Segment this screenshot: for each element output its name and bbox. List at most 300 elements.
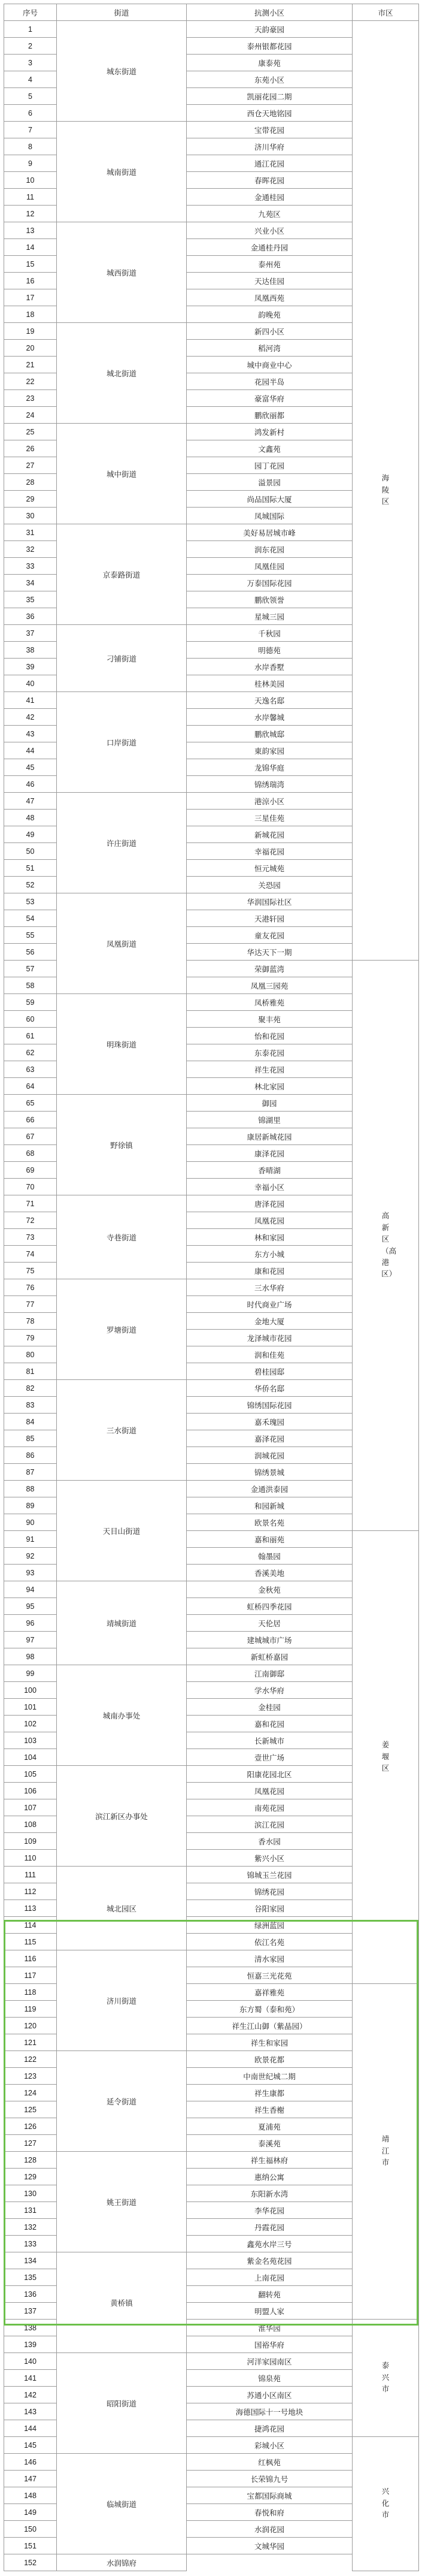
row-number: 24: [4, 407, 57, 424]
estate-name: 欧景花都: [187, 2051, 353, 2068]
estate-name: 惠纳公寓: [187, 2169, 353, 2185]
row-number: 43: [4, 726, 57, 742]
row-number: 10: [4, 172, 57, 189]
street-name: 凤凰街道: [57, 893, 187, 994]
row-number: 108: [4, 1816, 57, 1833]
estate-name: 三星佳苑: [187, 810, 353, 826]
row-number: 112: [4, 1883, 57, 1900]
row-number: 90: [4, 1514, 57, 1531]
estate-name: 紫兴小区: [187, 1850, 353, 1867]
street-name: 城南街道: [57, 122, 187, 222]
row-number: 129: [4, 2169, 57, 2185]
row-number: 9: [4, 155, 57, 172]
estate-name: 桂林美园: [187, 675, 353, 692]
estate-name: 天伦居: [187, 1615, 353, 1632]
estate-list-sheet: [4, 4, 418, 2571]
estate-name: 水润锦府: [57, 2554, 187, 2571]
estate-name: 稻河湾: [187, 340, 353, 357]
estate-name: 紫金名苑花园: [187, 2252, 353, 2269]
estate-name: 壹世广场: [187, 1749, 353, 1766]
district-label: 高新区（高港区）: [381, 1212, 397, 1279]
row-number: 118: [4, 1984, 57, 2001]
row-number: 114: [4, 1917, 57, 1934]
estate-name: 千秋园: [187, 625, 353, 642]
row-number: 3: [4, 55, 57, 71]
row-number: 51: [4, 860, 57, 877]
estate-name: 韵晚苑: [187, 306, 353, 323]
row-number: 117: [4, 1967, 57, 1984]
row-number: 89: [4, 1497, 57, 1514]
street-name: 城南办事处: [57, 1665, 187, 1766]
row-number: 80: [4, 1346, 57, 1363]
estate-name: 金秋苑: [187, 1581, 353, 1598]
row-number: 131: [4, 2202, 57, 2219]
estate-name: 東韵家园: [187, 742, 353, 759]
row-number: 78: [4, 1313, 57, 1330]
row-number: 32: [4, 541, 57, 558]
estate-name: 润和佳苑: [187, 1346, 353, 1363]
street-name: 临城街道: [57, 2454, 187, 2554]
row-number: 54: [4, 910, 57, 927]
estate-name: 虹桥四季花园: [187, 1598, 353, 1615]
estate-name: 国裕华府: [187, 2336, 353, 2353]
row-number: 83: [4, 1397, 57, 1414]
estate-name: 通江花园: [187, 155, 353, 172]
street-name: 姚王街道: [57, 2152, 187, 2252]
row-number: 142: [4, 2387, 57, 2403]
estate-name: 金桂园: [187, 1699, 353, 1716]
header-district: 市区: [353, 4, 419, 21]
estate-name: 林北家园: [187, 1078, 353, 1095]
row-number: 5: [4, 88, 57, 105]
row-number: 113: [4, 1900, 57, 1917]
row-number: 86: [4, 1447, 57, 1464]
estate-name: 金通桂园: [187, 189, 353, 206]
estate-name: 锦泉苑: [187, 2370, 353, 2387]
row-number: 68: [4, 1145, 57, 1162]
row-number: 23: [4, 390, 57, 407]
estate-name: 济川华府: [187, 138, 353, 155]
estate-name: 水岸馨城: [187, 709, 353, 726]
row-number: 94: [4, 1581, 57, 1598]
row-number: 63: [4, 1061, 57, 1078]
district-name: [353, 21, 419, 961]
estate-name: 水岸香墅: [187, 659, 353, 675]
row-number: 74: [4, 1246, 57, 1263]
row-number: 55: [4, 927, 57, 944]
estate-name: 水润花园: [187, 2521, 353, 2538]
estate-name: 凤凰佳园: [187, 558, 353, 575]
estate-name: 润城花园: [187, 1447, 353, 1464]
estate-name: 锦绣瑞湾: [187, 776, 353, 793]
row-number: 140: [4, 2353, 57, 2370]
estate-name: 海德国际十一号地块: [187, 2403, 353, 2420]
estate-name: 天韵豪园: [187, 21, 353, 38]
row-number: 46: [4, 776, 57, 793]
estate-name: 滨江花园: [187, 1816, 353, 1833]
row-number: 111: [4, 1867, 57, 1883]
row-number: 128: [4, 2152, 57, 2169]
row-number: 36: [4, 608, 57, 625]
estate-name: 学水华府: [187, 1682, 353, 1699]
estate-name: 嘉祥雅苑: [187, 1984, 353, 2001]
row-number: 151: [4, 2538, 57, 2554]
estate-name: 港涼小区: [187, 793, 353, 810]
row-number: 76: [4, 1279, 57, 1296]
row-number: 16: [4, 273, 57, 289]
street-name: 三水街道: [57, 1380, 187, 1481]
estate-name: 香溪美地: [187, 1565, 353, 1581]
row-number: 44: [4, 742, 57, 759]
estate-name: 凯丽花园二期: [187, 88, 353, 105]
estate-name: 龙锦华庭: [187, 759, 353, 776]
estate-name: 春悦和府: [187, 2504, 353, 2521]
estate-name: 金通桂丹园: [187, 239, 353, 256]
row-number: 103: [4, 1732, 57, 1749]
district-label: 姜堰区: [381, 1741, 390, 1773]
row-number: 29: [4, 491, 57, 508]
estate-name: 金地大厦: [187, 1313, 353, 1330]
estate-name: 宝带花园: [187, 122, 353, 138]
estate-name: 林和家园: [187, 1229, 353, 1246]
estate-name: 鹏欣城邸: [187, 726, 353, 742]
row-number: 17: [4, 289, 57, 306]
estate-name: 华润国际社区: [187, 893, 353, 910]
estate-name: 泰州苑: [187, 256, 353, 273]
row-number: 49: [4, 826, 57, 843]
row-number: 145: [4, 2437, 57, 2454]
estate-name: 祥生福林府: [187, 2152, 353, 2169]
estate-name: 凤城国际: [187, 508, 353, 524]
street-name: 明珠街道: [57, 994, 187, 1095]
district-name: [353, 1531, 419, 1984]
row-number: 2: [4, 38, 57, 55]
row-number: 64: [4, 1078, 57, 1095]
row-number: 34: [4, 575, 57, 591]
estate-name: 新四小区: [187, 323, 353, 340]
row-number: 146: [4, 2454, 57, 2471]
row-number: 70: [4, 1179, 57, 1195]
estate-name: 东阳新水湾: [187, 2185, 353, 2202]
estate-name: 彩城小区: [187, 2437, 353, 2454]
row-number: 133: [4, 2236, 57, 2252]
estate-name: 星城三园: [187, 608, 353, 625]
estate-name: 江南御邸: [187, 1665, 353, 1682]
row-number: 97: [4, 1632, 57, 1648]
estate-name: 城中商业中心: [187, 357, 353, 373]
row-number: 56: [4, 944, 57, 961]
row-number: 12: [4, 206, 57, 222]
row-number: 69: [4, 1162, 57, 1179]
row-number: 6: [4, 105, 57, 122]
estate-name: 祥生江山御（紫晶园）: [187, 2018, 353, 2034]
district-label: 兴化市: [381, 2487, 390, 2520]
row-number: 50: [4, 843, 57, 860]
estate-name: 唐泽花园: [187, 1195, 353, 1212]
estate-name: 祥生和家园: [187, 2034, 353, 2051]
row-number: 48: [4, 810, 57, 826]
row-number: 21: [4, 357, 57, 373]
street-name: 济川街道: [57, 1950, 187, 2051]
row-number: 124: [4, 2085, 57, 2101]
row-number: 137: [4, 2303, 57, 2320]
estate-name: 祥生康都: [187, 2085, 353, 2101]
district-name: [353, 961, 419, 1531]
row-number: 28: [4, 474, 57, 491]
estate-name: 明盟人家: [187, 2303, 353, 2320]
estate-name: 万泰国际花园: [187, 575, 353, 591]
row-number: 148: [4, 2487, 57, 2504]
estate-name: 清水家园: [187, 1950, 353, 1967]
row-number: 119: [4, 2001, 57, 2018]
row-number: 27: [4, 457, 57, 474]
row-number: 121: [4, 2034, 57, 2051]
row-number: 52: [4, 877, 57, 893]
row-number: 116: [4, 1950, 57, 1967]
row-number: 73: [4, 1229, 57, 1246]
estate-name: 御园: [187, 1095, 353, 1112]
row-number: 88: [4, 1481, 57, 1497]
estate-name: 锦城玉兰花园: [187, 1867, 353, 1883]
row-number: 130: [4, 2185, 57, 2202]
row-number: 26: [4, 440, 57, 457]
estate-name: 翻转苑: [187, 2286, 353, 2303]
estate-name: 南苑花园: [187, 1799, 353, 1816]
row-number: 7: [4, 122, 57, 138]
estate-name: 康居新城花园: [187, 1128, 353, 1145]
estate-name: 恒元城苑: [187, 860, 353, 877]
estate-name: 锦绣景城: [187, 1464, 353, 1481]
row-number: 35: [4, 591, 57, 608]
estate-name: 园丁花园: [187, 457, 353, 474]
estate-name: 康和花园: [187, 1263, 353, 1279]
street-name: 野徐镇: [57, 1095, 187, 1195]
row-number: 122: [4, 2051, 57, 2068]
row-number: 33: [4, 558, 57, 575]
row-number: 143: [4, 2403, 57, 2420]
row-number: 109: [4, 1833, 57, 1850]
estate-name: 红枫苑: [187, 2454, 353, 2471]
estate-name: 绿洲蓝园: [187, 1917, 353, 1934]
row-number: 106: [4, 1783, 57, 1799]
estate-name: 鹏欣丽都: [187, 407, 353, 424]
row-number: 110: [4, 1850, 57, 1867]
street-name: 滨江新区办事处: [57, 1766, 187, 1867]
estate-name: 润东花园: [187, 541, 353, 558]
row-number: 41: [4, 692, 57, 709]
estate-name: 凤凰西苑: [187, 289, 353, 306]
estate-name: 嘉禾瑰园: [187, 1414, 353, 1430]
estate-name: 丹霞花园: [187, 2219, 353, 2236]
row-number: 20: [4, 340, 57, 357]
estate-name: 明德苑: [187, 642, 353, 659]
row-number: 67: [4, 1128, 57, 1145]
estate-name: 锦绣花园: [187, 1883, 353, 1900]
estate-name: 花园半岛: [187, 373, 353, 390]
street-name: 许庄街道: [57, 793, 187, 893]
estate-name: 凤凰三园苑: [187, 977, 353, 994]
estate-name: 兴业小区: [187, 222, 353, 239]
estate-name: 文城华园: [187, 2538, 353, 2554]
estate-name: 春晖花园: [187, 172, 353, 189]
row-number: 53: [4, 893, 57, 910]
row-number: 40: [4, 675, 57, 692]
row-number: 59: [4, 994, 57, 1011]
estate-name: 华达天下一期: [187, 944, 353, 961]
street-name: 城西街道: [57, 222, 187, 323]
row-number: 93: [4, 1565, 57, 1581]
estate-name: 夏浦苑: [187, 2118, 353, 2135]
row-number: 37: [4, 625, 57, 642]
row-number: 149: [4, 2504, 57, 2521]
estate-name: 康泽花园: [187, 1145, 353, 1162]
estate-name: 锦绣国际花园: [187, 1397, 353, 1414]
row-number: 30: [4, 508, 57, 524]
estate-name: 碧桂园邸: [187, 1363, 353, 1380]
estate-name: 鸿发新村: [187, 424, 353, 440]
row-number: 8: [4, 138, 57, 155]
estate-name: 东方小城: [187, 1246, 353, 1263]
district-label: 泰兴市: [381, 2361, 390, 2394]
estate-name: 上南花园: [187, 2269, 353, 2286]
table-header-row: [4, 4, 419, 21]
estate-name: 金通洪泰园: [187, 1481, 353, 1497]
row-number: 92: [4, 1548, 57, 1565]
estate-name: 恒嘉三光花苑: [187, 1967, 353, 1984]
row-number: 22: [4, 373, 57, 390]
estate-name: 鹏欣领誉: [187, 591, 353, 608]
header-estate: 抗测小区: [187, 4, 353, 21]
estate-name: 凤凰花园: [187, 1783, 353, 1799]
estate-name: 凤桥雅苑: [187, 994, 353, 1011]
estate-name: 东方蜀（泰和苑）: [187, 2001, 353, 2018]
estate-name: 天港轩园: [187, 910, 353, 927]
row-number: 1: [4, 21, 57, 38]
district-name: [353, 1984, 419, 2320]
row-number: 57: [4, 961, 57, 977]
estate-name: 荣御蓝湾: [187, 961, 353, 977]
row-number: 104: [4, 1749, 57, 1766]
row-number: 99: [4, 1665, 57, 1682]
row-number: 18: [4, 306, 57, 323]
street-name: 城中街道: [57, 424, 187, 524]
row-number: 77: [4, 1296, 57, 1313]
estate-name: 鑫苑水岸三号: [187, 2236, 353, 2252]
estate-name: 建城城市广场: [187, 1632, 353, 1648]
estate-name: 东苑小区: [187, 71, 353, 88]
street-name: 城北街道: [57, 323, 187, 424]
row-number: 139: [4, 2336, 57, 2353]
estate-name: 三水华府: [187, 1279, 353, 1296]
estate-name: 和园新城: [187, 1497, 353, 1514]
estate-name: 新虹桥嘉园: [187, 1648, 353, 1665]
row-number: 107: [4, 1799, 57, 1816]
estate-name: 时代商业广场: [187, 1296, 353, 1313]
row-number: 60: [4, 1011, 57, 1028]
row-number: 85: [4, 1430, 57, 1447]
estate-name: 依江名苑: [187, 1934, 353, 1950]
estate-name: 童友花园: [187, 927, 353, 944]
row-number: 141: [4, 2370, 57, 2387]
row-number: 135: [4, 2269, 57, 2286]
row-number: 115: [4, 1934, 57, 1950]
street-name: 延令街道: [57, 2051, 187, 2152]
estate-name: 幸福花园: [187, 843, 353, 860]
estate-name: 溢景园: [187, 474, 353, 491]
row-number: 120: [4, 2018, 57, 2034]
estate-name: 聚丰苑: [187, 1011, 353, 1028]
estate-name: 欧景名苑: [187, 1514, 353, 1531]
table-row: [4, 21, 419, 38]
row-number: 126: [4, 2118, 57, 2135]
estate-name: 西仓天地铭园: [187, 105, 353, 122]
row-number: 31: [4, 524, 57, 541]
row-number: 84: [4, 1414, 57, 1430]
estate-name: 泰州银都花园: [187, 38, 353, 55]
street-name: 城北园区: [57, 1867, 187, 1950]
row-number: 102: [4, 1716, 57, 1732]
row-number: 58: [4, 977, 57, 994]
estate-name: 康泰苑: [187, 55, 353, 71]
row-number: 38: [4, 642, 57, 659]
street-name: 寺巷街道: [57, 1195, 187, 1279]
row-number: 61: [4, 1028, 57, 1044]
row-number: 132: [4, 2219, 57, 2236]
row-number: 136: [4, 2286, 57, 2303]
street-name: 天目山街道: [57, 1481, 187, 1581]
estate-name: 苏通小区南区: [187, 2387, 353, 2403]
row-number: 98: [4, 1648, 57, 1665]
row-number: 25: [4, 424, 57, 440]
estate-name: 香晴湖: [187, 1162, 353, 1179]
street-name: 口岸街道: [57, 692, 187, 793]
street-name: 刁铺街道: [57, 625, 187, 692]
estate-name: 长新城市: [187, 1732, 353, 1749]
row-number: 127: [4, 2135, 57, 2152]
row-number: 123: [4, 2068, 57, 2085]
estate-name: 尚品国际大厦: [187, 491, 353, 508]
row-number: 147: [4, 2471, 57, 2487]
estate-name: 天达佳园: [187, 273, 353, 289]
estate-name: 嘉泽花园: [187, 1430, 353, 1447]
row-number: 79: [4, 1330, 57, 1346]
street-name: 京泰路街道: [57, 524, 187, 625]
street-name: 靖城街道: [57, 1581, 187, 1665]
estate-name: 宝都国际商城: [187, 2487, 353, 2504]
estate-name: 凤凰花园: [187, 1212, 353, 1229]
row-number: 81: [4, 1363, 57, 1380]
row-number: 91: [4, 1531, 57, 1548]
row-number: 100: [4, 1682, 57, 1699]
district-label: 靖江市: [381, 2135, 390, 2167]
estate-name: 捷鸿花园: [187, 2420, 353, 2437]
row-number: 39: [4, 659, 57, 675]
row-number: 75: [4, 1263, 57, 1279]
estate-name: 龙泽城市花园: [187, 1330, 353, 1346]
estate-name: 香水园: [187, 1833, 353, 1850]
estate-name: 河洋家园南区: [187, 2353, 353, 2370]
estate-name: 锦湖里: [187, 1112, 353, 1128]
row-number: 11: [4, 189, 57, 206]
estate-name: 美好易居城市峰: [187, 524, 353, 541]
estate-name: 翰墨园: [187, 1548, 353, 1565]
header-street: 街道: [57, 4, 187, 21]
row-number: 125: [4, 2101, 57, 2118]
estate-name: 嘉和丽苑: [187, 1531, 353, 1548]
estate-name: 中南世纪城二期: [187, 2068, 353, 2085]
estate-name: 豪富华府: [187, 390, 353, 407]
row-number: 150: [4, 2521, 57, 2538]
